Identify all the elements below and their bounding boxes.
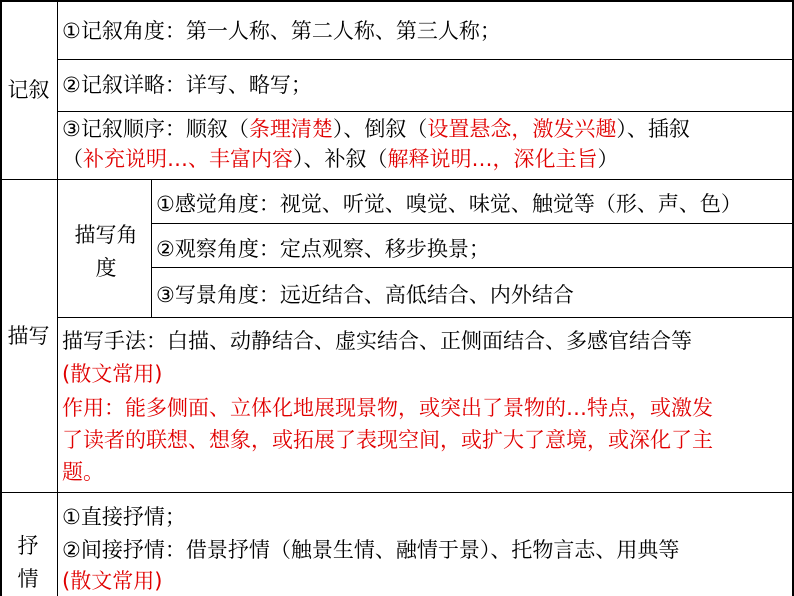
row-divider <box>57 317 794 318</box>
row-divider <box>151 267 794 268</box>
row-divider <box>57 111 794 112</box>
section-divider <box>0 492 794 493</box>
description-method: 描写手法：白描、动静结合、虚实结合、正侧面结合、多感官结合等 <box>62 329 692 353</box>
lyric-indirect: ②间接抒情：借景抒情（触景生情、融情于景）、托物言志、用典等 <box>62 538 680 562</box>
lyric-label: 抒情 <box>17 534 39 591</box>
lyric-direct: ①直接抒情； <box>62 505 186 529</box>
row-divider <box>57 59 794 60</box>
description-angle-label: 描写角度 <box>74 223 138 280</box>
section-divider <box>0 179 794 180</box>
table-border-top <box>0 0 794 2</box>
narration-label: 记叙 <box>7 77 50 102</box>
narration-order-line2: （补充说明…、丰富内容）、补叙（解释说明…，深化主旨） <box>62 147 619 171</box>
description-angle-row: ①感觉角度：视觉、听觉、嗅觉、味觉、触觉等（形、声、色） <box>156 192 742 216</box>
narration-angle: ①记叙角度：第一人称、第二人称、第三人称； <box>62 19 501 43</box>
description-angle-row: ②观察角度：定点观察、移步换景； <box>156 237 490 261</box>
angle-column-divider <box>151 179 152 317</box>
description-effect-line: 了读者的联想、想象，或拓展了表现空间，或扩大了意境，或深化了主 <box>62 428 713 452</box>
description-effect-line: 题。 <box>62 460 104 484</box>
narration-detail: ②记叙详略：详写、略写； <box>62 73 312 97</box>
description-angle-row: ③写景角度：远近结合、高低结合、内外结合 <box>156 283 574 307</box>
narration-order-line1: ③记叙顺序：顺叙（条理清楚）、倒叙（设置悬念，激发兴趣）、插叙 <box>62 117 690 141</box>
description-label: 描写 <box>7 323 50 348</box>
label-column-divider <box>57 0 58 596</box>
description-method-note: (散文常用) <box>62 362 163 386</box>
lyric-note: (散文常用) <box>62 569 163 593</box>
row-divider <box>151 223 794 224</box>
description-effect-line: 作用：能多侧面、立体化地展现景物，或突出了景物的…特点，或激发 <box>62 396 713 420</box>
